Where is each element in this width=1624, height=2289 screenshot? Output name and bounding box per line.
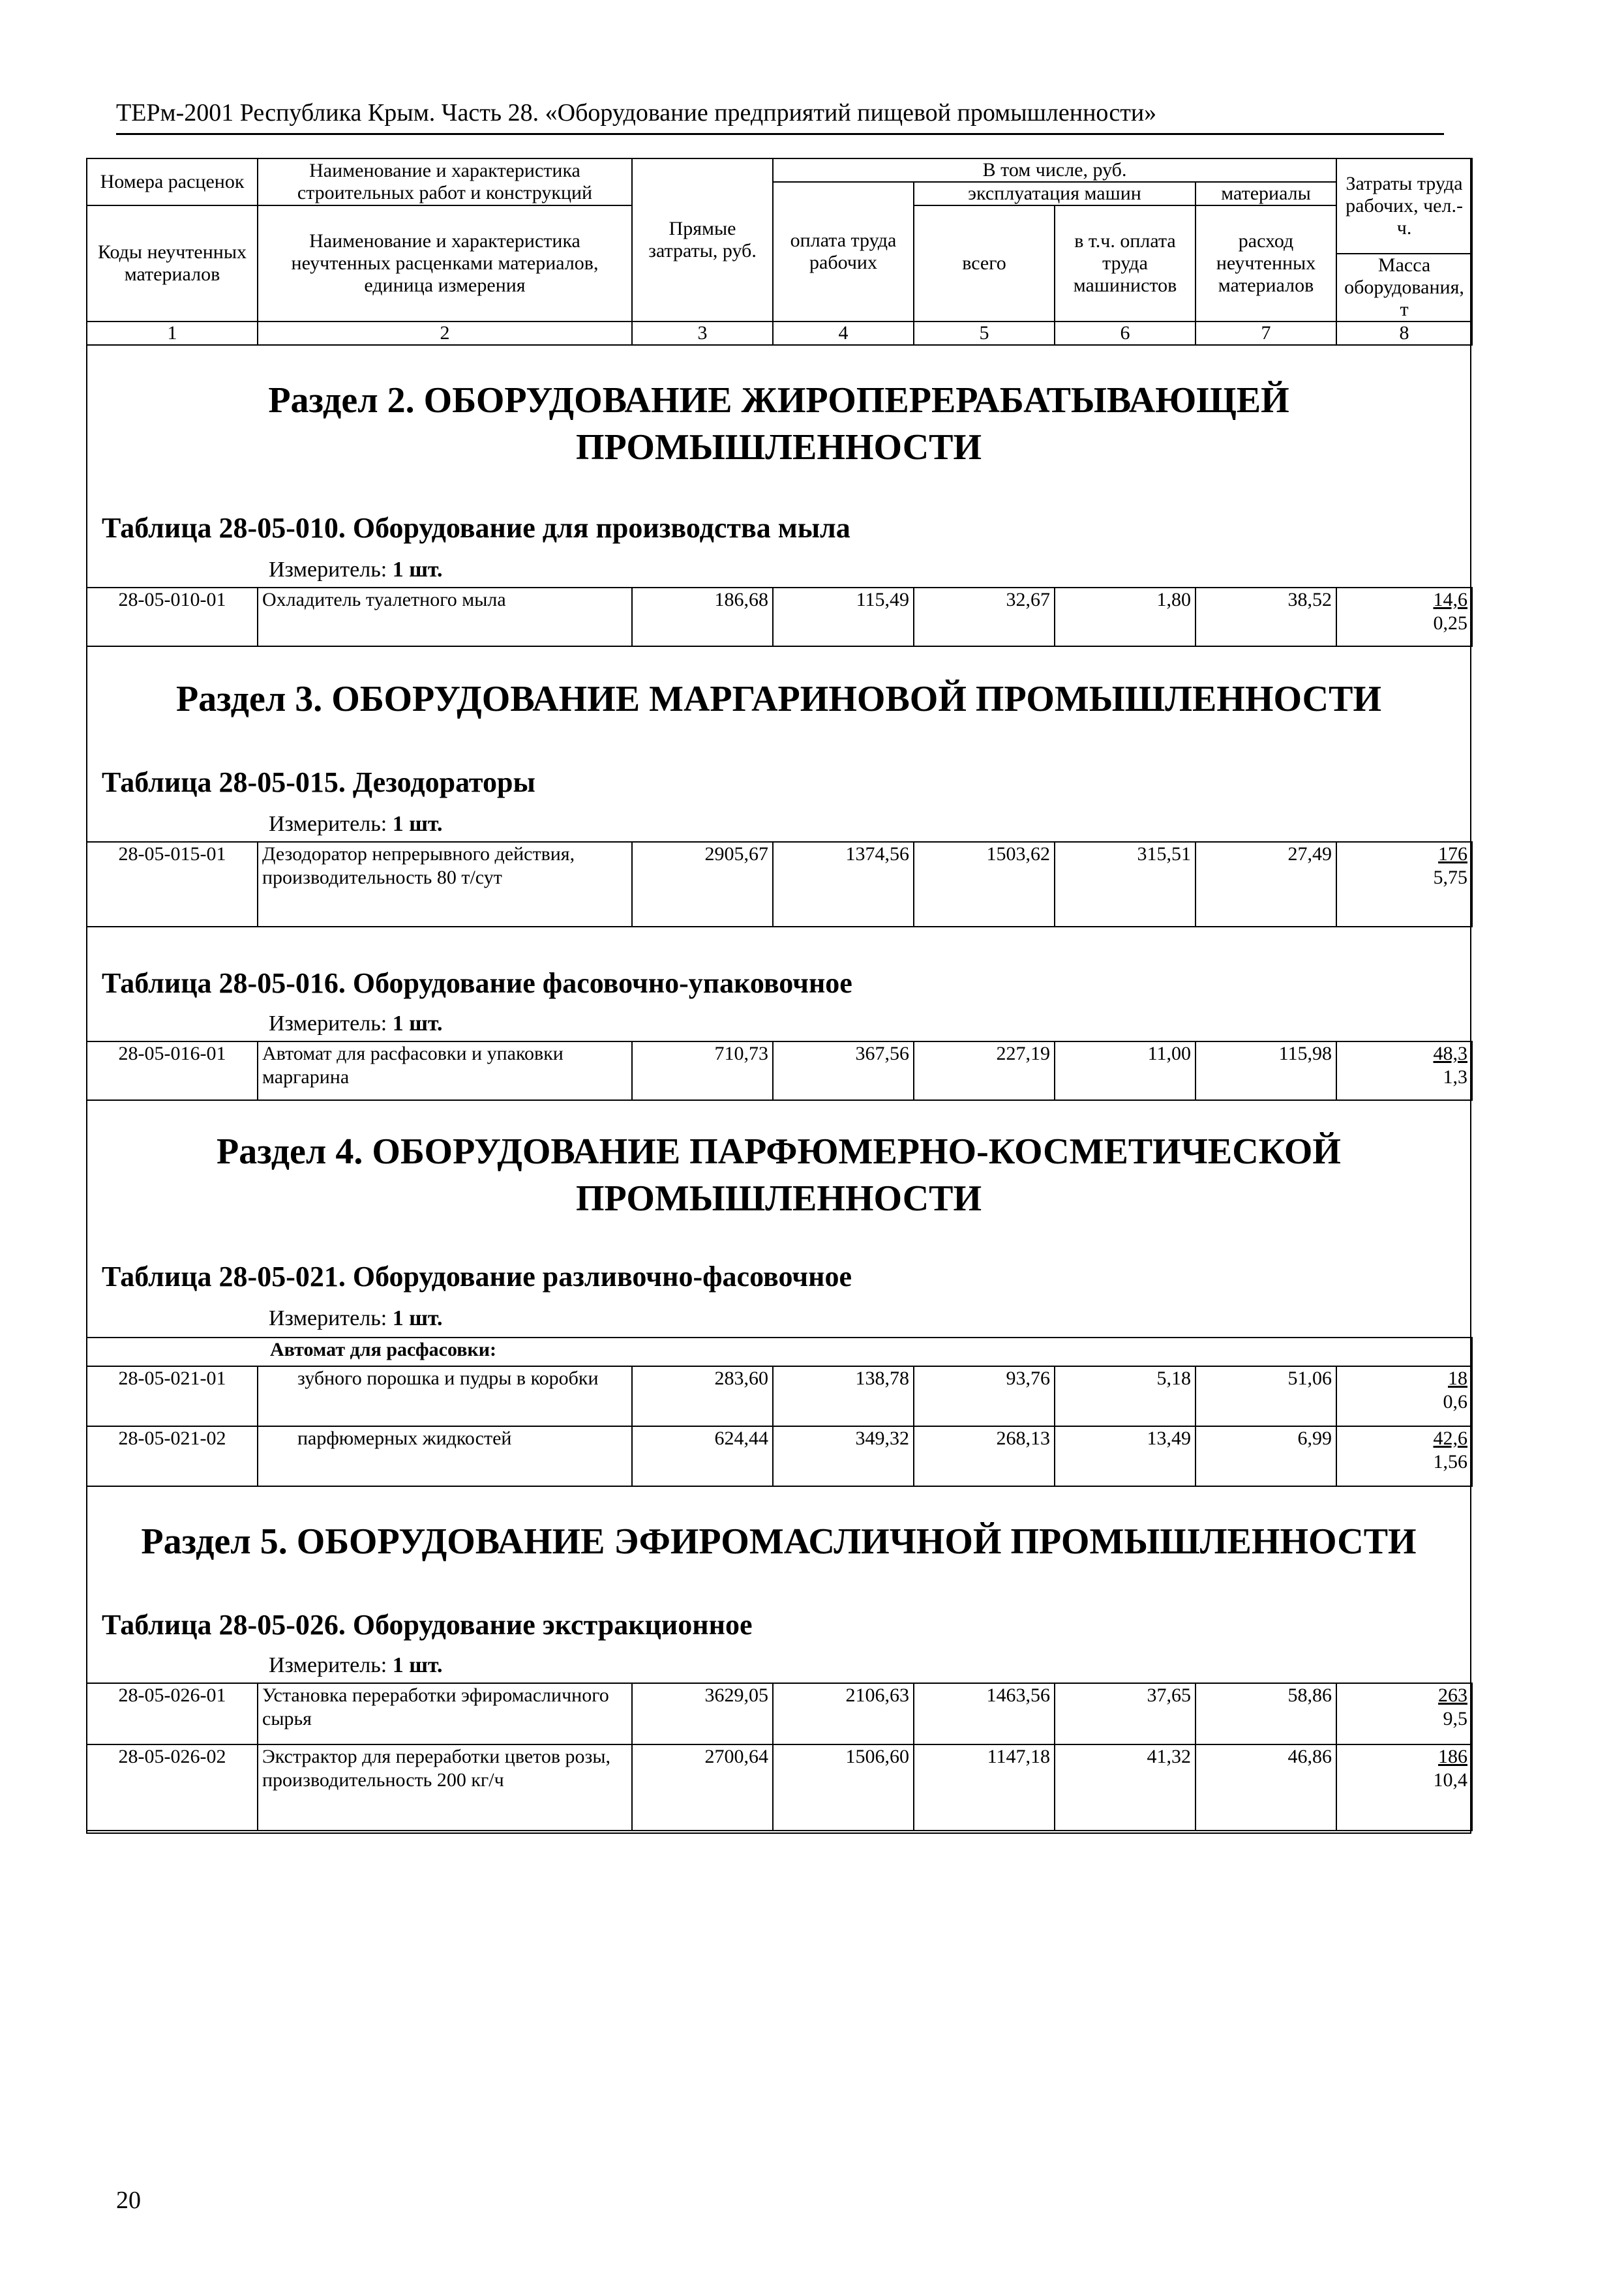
labor-hours-and-mass [1336,1683,1472,1744]
direct-cost: 186,68 [632,588,773,646]
machines-header: эксплуатация машин [914,182,1195,205]
header-rule [116,133,1444,135]
labor-cost: 1506,60 [773,1744,914,1831]
section-title: Раздел 2. ОБОРУДОВАНИЕ ЖИРОПЕРЕРАБАТЫВАЮЩЕЙ ПРОМЫШЛЕННОСТИ [268,380,1289,468]
measure-label: Измеритель: [269,1011,387,1036]
table-row [87,1683,1472,1744]
operators-cost: 41,32 [1055,1744,1195,1831]
col1-header-bottom: Коды неучтенных материалов [87,205,258,322]
including-header: В том числе, руб. [773,158,1336,182]
machines-cost: 1503,62 [914,842,1055,927]
machines-cost: 32,67 [914,588,1055,646]
rates-table [86,1041,1473,1101]
measure-unit [269,1306,443,1332]
col5-header: всего [914,205,1055,322]
labor-hours: 186 [1438,1746,1467,1767]
section-title: Раздел 4. ОБОРУДОВАНИЕ ПАРФЮМЕРНО-КОСМЕТИЧЕСКОЙ ПРОМЫШЛЕННОСТИ [217,1131,1341,1219]
measure-value: 1 шт. [392,558,443,582]
materials-cost: 27,49 [1195,842,1336,927]
col-number-7: 7 [1195,322,1336,345]
measure-value: 1 шт. [392,1653,443,1677]
col6-header: в т.ч. оплата труда машинистов [1055,205,1195,322]
col-number-4: 4 [773,322,914,345]
labor-hours: 42,6 [1433,1428,1468,1449]
equipment-mass: 0,6 [1443,1391,1468,1413]
measure-label: Измеритель: [269,558,387,582]
labor-hours-and-mass [1336,842,1472,927]
labor-cost: 138,78 [773,1366,914,1426]
group-row [87,1338,1472,1366]
col7-header: расход неучтенных материалов [1195,205,1336,322]
labor-cost: 349,32 [773,1426,914,1486]
table-title: Таблица 28-05-026. Оборудование экстракционное [102,1609,753,1641]
col2-header-bottom: Наименование и характеристика неучтенных расценками материалов, единица измерения [258,205,632,322]
rate-code: 28-05-016-01 [87,1041,258,1100]
col-number-1: 1 [87,322,258,345]
table-row [87,1744,1472,1831]
equipment-mass: 10,4 [1433,1769,1467,1791]
equipment-mass: 5,75 [1433,867,1467,888]
table-row [87,842,1472,927]
operators-cost: 1,80 [1055,588,1195,646]
rate-name: Экстрактор для переработки цветов розы, производительность 200 кг/ч [258,1744,632,1831]
table-title: Таблица 28-05-015. Дезодораторы [102,766,535,798]
rate-name: зубного порошка и пудры в коробки [258,1366,632,1426]
labor-cost: 1374,56 [773,842,914,927]
measure-value: 1 шт. [392,1306,443,1330]
measure-unit [269,811,443,837]
direct-cost: 2700,64 [632,1744,773,1831]
measure-unit [269,557,443,583]
table-row [87,1426,1472,1486]
labor-cost: 367,56 [773,1041,914,1100]
rate-name: Охладитель туалетного мыла [258,588,632,646]
materials-cost: 6,99 [1195,1426,1336,1486]
operators-cost: 11,00 [1055,1041,1195,1100]
rate-code: 28-05-021-01 [87,1366,258,1426]
col-number-6: 6 [1055,322,1195,345]
table-row [87,1366,1472,1426]
rate-name: Автомат для расфасовки и упаковки маргарина [258,1041,632,1100]
measure-label: Измеритель: [269,1653,387,1677]
operators-cost: 13,49 [1055,1426,1195,1486]
rates-table [86,1683,1473,1831]
labor-hours-and-mass [1336,1366,1472,1426]
measure-label: Измеритель: [269,812,387,836]
labor-hours-and-mass [1336,1041,1472,1100]
rate-code: 28-05-021-02 [87,1426,258,1486]
materials-cost: 58,86 [1195,1683,1336,1744]
rate-code: 28-05-010-01 [87,588,258,646]
table-title: Таблица 28-05-010. Оборудование для производства мыла [102,512,850,544]
labor-hours-and-mass [1336,1426,1472,1486]
labor-cost: 115,49 [773,588,914,646]
col-number-3: 3 [632,322,773,345]
col1-header-top: Номера расценок [87,158,258,205]
table-row [87,588,1472,646]
measure-value: 1 шт. [392,1011,443,1036]
labor-hours: 48,3 [1433,1043,1467,1064]
labor-hours-and-mass [1336,588,1472,646]
labor-cost: 2106,63 [773,1683,914,1744]
labor-hours: 176 [1438,843,1467,865]
col3-header: Прямые затраты, руб. [632,158,773,322]
direct-cost: 283,60 [632,1366,773,1426]
materials-header: материалы [1195,182,1336,205]
table-row [87,1041,1472,1100]
table-title: Таблица 28-05-016. Оборудование фасовочно-упаковочное [102,967,852,999]
machines-cost: 268,13 [914,1426,1055,1486]
measure-unit [269,1653,443,1679]
equipment-mass: 0,25 [1433,612,1467,634]
group-label: Автомат для расфасовки: [87,1338,1472,1366]
labor-hours: 14,6 [1433,589,1467,610]
col8-header-bottom: Масса оборудования, т [1336,254,1472,322]
table-title: Таблица 28-05-021. Оборудование разливочно-фасовочное [102,1261,852,1293]
column-header-table [86,158,1473,346]
rate-code: 28-05-026-02 [87,1744,258,1831]
rate-code: 28-05-015-01 [87,842,258,927]
col-number-2: 2 [258,322,632,345]
col8-header-top: Затраты труда рабочих, чел.-ч. [1336,158,1472,254]
equipment-mass: 1,3 [1443,1066,1467,1088]
rates-table [86,1337,1473,1487]
rate-name: парфюмерных жидкостей [258,1426,632,1486]
machines-cost: 93,76 [914,1366,1055,1426]
direct-cost: 3629,05 [632,1683,773,1744]
machines-cost: 227,19 [914,1041,1055,1100]
machines-cost: 1147,18 [914,1744,1055,1831]
labor-hours: 263 [1438,1684,1467,1706]
rates-table [86,841,1473,927]
col4-header: оплата труда рабочих [773,182,914,322]
rate-name: Дезодоратор непрерывного действия, производительность 80 т/сут [258,842,632,927]
operators-cost: 37,65 [1055,1683,1195,1744]
direct-cost: 710,73 [632,1041,773,1100]
running-header: ТЕРм-2001 Республика Крым. Часть 28. «Оборудование предприятий пищевой промышленности» [116,99,1157,127]
rates-table [86,587,1473,647]
measure-label: Измеритель: [269,1306,387,1330]
col-number-8: 8 [1336,322,1472,345]
col-number-5: 5 [914,322,1055,345]
rate-code: 28-05-026-01 [87,1683,258,1744]
materials-cost: 115,98 [1195,1041,1336,1100]
operators-cost: 315,51 [1055,842,1195,927]
labor-hours-and-mass [1336,1744,1472,1831]
materials-cost: 46,86 [1195,1744,1336,1831]
machines-cost: 1463,56 [914,1683,1055,1744]
equipment-mass: 1,56 [1433,1451,1468,1473]
measure-value: 1 шт. [392,812,443,836]
direct-cost: 2905,67 [632,842,773,927]
rate-name: Установка переработки эфиромасличного сырья [258,1683,632,1744]
operators-cost: 5,18 [1055,1366,1195,1426]
materials-cost: 38,52 [1195,588,1336,646]
equipment-mass: 9,5 [1443,1708,1467,1729]
materials-cost: 51,06 [1195,1366,1336,1426]
page-number: 20 [116,2187,141,2214]
section-title: Раздел 3. ОБОРУДОВАНИЕ МАРГАРИНОВОЙ ПРОМЫШЛЕННОСТИ [175,679,1382,719]
direct-cost: 624,44 [632,1426,773,1486]
section-title: Раздел 5. ОБОРУДОВАНИЕ ЭФИРОМАСЛИЧНОЙ ПРОМЫШЛЕННОСТИ [141,1521,1417,1562]
labor-hours: 18 [1448,1368,1468,1389]
measure-unit [269,1011,443,1037]
col2-header-top: Наименование и характеристика строительных работ и конструкций [258,158,632,205]
